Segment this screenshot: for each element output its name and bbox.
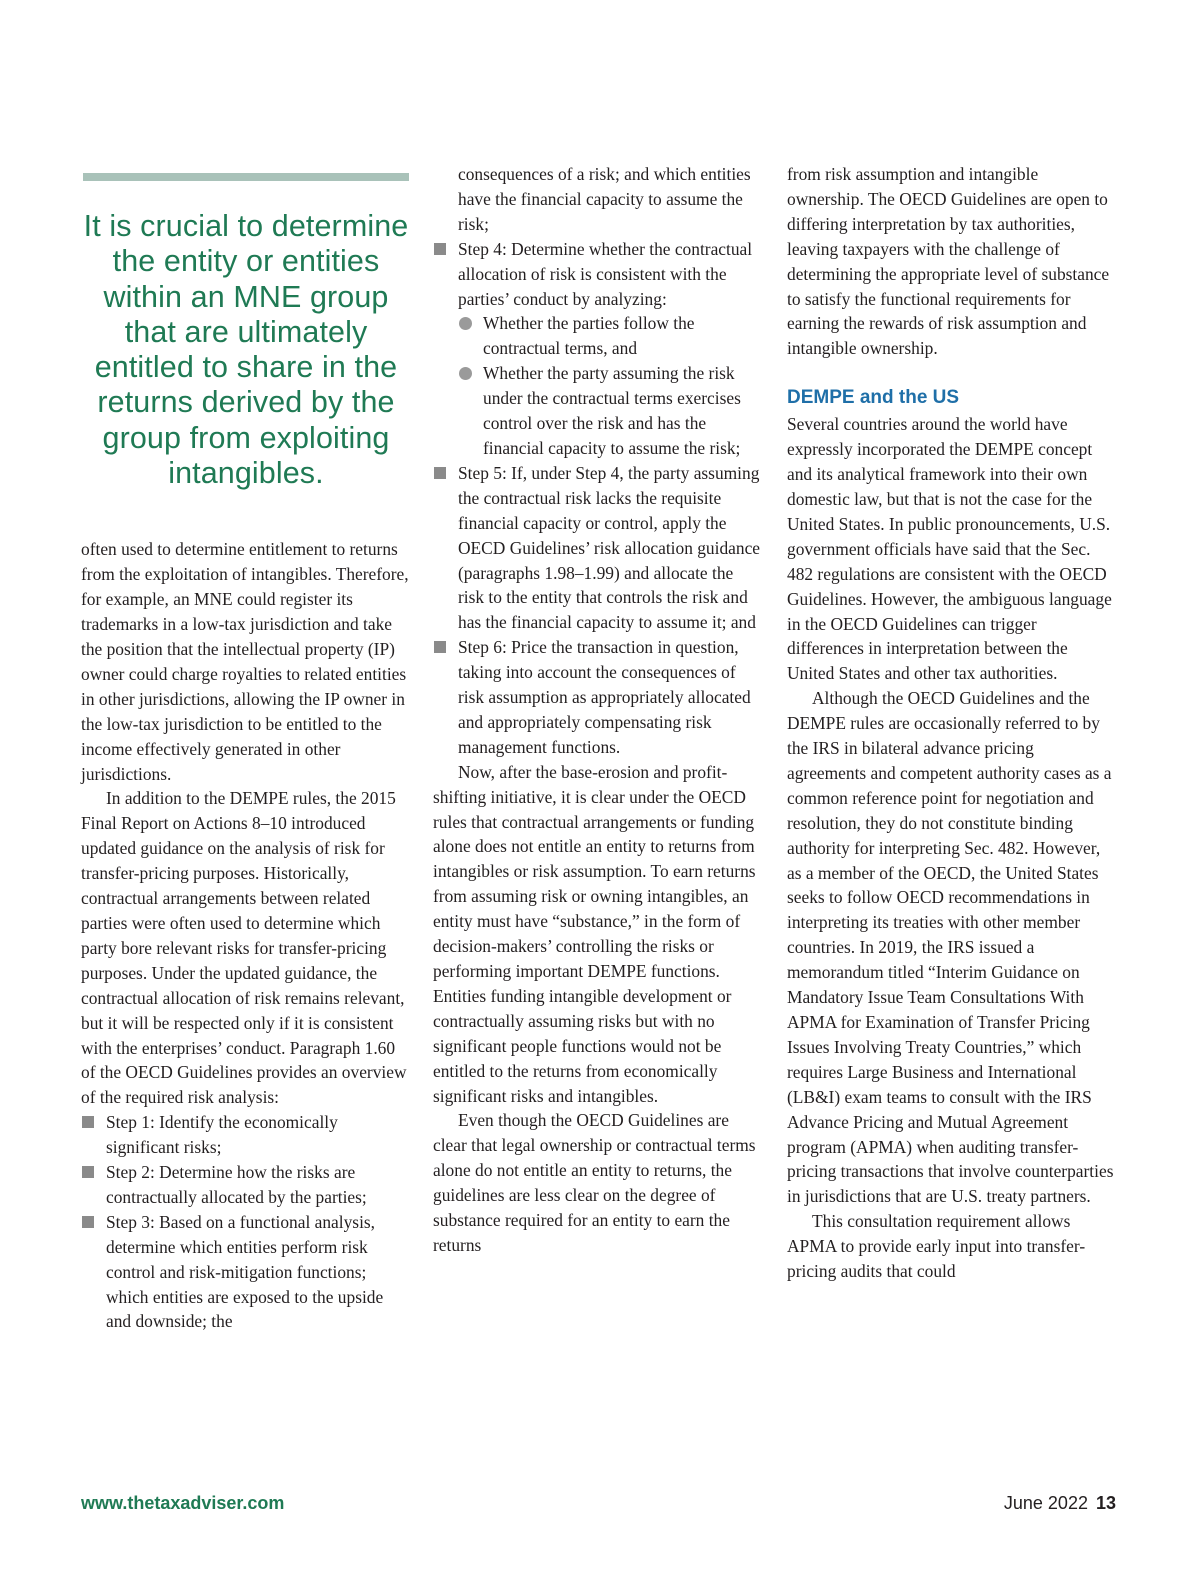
column-2: [433, 162, 763, 1258]
footer-date: June 2022: [1003, 1493, 1088, 1513]
square-bullet-icon: [82, 1116, 94, 1128]
square-bullet-icon: [82, 1216, 94, 1228]
column-1: [81, 162, 411, 1334]
list-item: Step 1: Identify the economically significant risks;: [81, 1110, 411, 1160]
sub-list-item: Whether the parties follow the contractual terms, and: [458, 311, 763, 361]
paragraph: This consultation requirement allows APMA to provide early input into transfer-pricing audits that could: [787, 1211, 1086, 1282]
footer-website: www.thetaxadviser.com: [81, 1493, 285, 1513]
paragraph: Even though the OECD Guidelines are clear that legal ownership or contractual terms alone do not entitle an entity to returns, the guidelines are less clear on the degree of substance required for an entity to earn the returns: [433, 1110, 756, 1255]
circle-bullet-icon: [459, 317, 472, 330]
risk-steps-list-continued: [433, 162, 763, 760]
list-item: Step 6: Price the transaction in question, taking into account the consequences of risk assumption as appropriately allocated and appropriately compensating risk management functions.: [433, 635, 763, 760]
column-3: [787, 162, 1117, 1284]
pull-quote-rule: [83, 173, 409, 181]
square-bullet-icon: [82, 1166, 94, 1178]
paragraph: Now, after the base-erosion and profit-shifting initiative, it is clear under the OECD rules that contractual arrangements or funding alone does not entitle an entity to returns from intangibles or risk assumption. To earn returns from assuming risk or owning intangibles, an entity must have “substance,” in the form of decision-makers’ controlling the risks or performing important DEMPE functions. Entities funding intangible development or contractually assuming risks but with no significant people functions would not be entitled to the returns from economically significant risks and intangibles.: [433, 761, 756, 1106]
square-bullet-icon: [434, 243, 446, 255]
paragraph: Several countries around the world have expressly incorporated the DEMPE concept and its analytical framework into their own domestic law, but that is not the case for the United States. In public pronouncements, U.S. government officials have said that the Sec. 482 regulations are consistent with the OECD Guidelines. However, the ambiguous language in the OECD Guidelines can trigger differences in interpretation between the United States and other tax authorities.: [787, 414, 1112, 684]
sub-list: [458, 311, 763, 460]
list-item: consequences of a risk; and which entities have the financial capacity to assume the risk;: [458, 164, 751, 234]
pull-quote: It is crucial to determine the entity or entities within an MNE group that are ultimately entitled to share in the returns derived by the group from exploiting intangibles.: [83, 209, 409, 491]
square-bullet-icon: [434, 641, 446, 653]
paragraph: Although the OECD Guidelines and the DEMPE rules are occasionally referred to by the IRS in bilateral advance pricing agreements and competent authority cases as a common reference point for negotiation and resolution, they do not constitute binding authority for interpreting Sec. 482. However, as a member of the OECD, the United States seeks to follow OECD recommendations in interpreting its treaties with other member countries. In 2019, the IRS issued a memorandum titled “Interim Guidance on Mandatory Issue Team Consultations With APMA for Examination of Transfer Pricing Issues Involving Treaty Countries,” which requires Large Business and International (LB&I) exam teams to consult with the IRS Advance Pricing and Mutual Agreement program (APMA) when auditing transfer-pricing transactions that involve counterparties in jurisdictions that are U.S. treaty partners.: [787, 688, 1114, 1207]
list-item: Step 3: Based on a functional analysis, determine which entities perform risk control and risk-mitigation functions; which entities are exposed to the upside and downside; the: [81, 1210, 411, 1335]
paragraph: In addition to the DEMPE rules, the 2015 Final Report on Actions 8–10 introduced updated guidance on the analysis of risk for transfer-pricing purposes. Historically, contractual arrangements between related parties were often used to determine which party bore relevant risks for transfer-pricing purposes. Under the updated guidance, the contractual allocation of risk remains relevant, but it will be respected only if it is consistent with the enterprises’ conduct. Paragraph 1.60 of the OECD Guidelines provides an overview of the required risk analysis:: [81, 788, 407, 1108]
footer-page-info: [1004, 1493, 1116, 1514]
paragraph: from risk assumption and intangible ownership. The OECD Guidelines are open to differing interpretation by tax authorities, leaving taxpayers with the challenge of determining the appropriate level of substance to satisfy the functional requirements for earning the rewards of risk assumption and intangible ownership.: [787, 164, 1110, 359]
section-heading: DEMPE and the US: [787, 387, 960, 409]
sub-list-item: Whether the party assuming the risk under the contractual terms exercises control over the risk and has the financial capacity to assume the risk;: [458, 361, 763, 461]
page-number: 13: [1095, 1493, 1116, 1513]
list-item: Step 4: Determine whether the contractual allocation of risk is consistent with the parties’ conduct by analyzing: Whether the parties follow the contractual terms, and Whether the party assuming the risk under the contractual terms exercises control over the risk and has the financial capacity to assume the risk;: [433, 237, 763, 461]
list-item: Step 2: Determine how the risks are contractually allocated by the parties;: [81, 1160, 411, 1210]
paragraph: often used to determine entitlement to returns from the exploitation of intangibles. Therefore, for example, an MNE could register its trademarks in a low-tax jurisdiction and take the position that the intellectual property (IP) owner could charge royalties to related entities in other jurisdictions, allowing the IP owner in the low-tax jurisdiction to be entitled to the income effectively generated in other jurisdictions.: [81, 539, 409, 784]
list-item: Step 5: If, under Step 4, the party assuming the contractual risk lacks the requisite financial capacity or control, apply the OECD Guidelines’ risk allocation guidance (paragraphs 1.98–1.99) and allocate the risk to the entity that controls the risk and has the financial capacity to assume it; and: [433, 461, 763, 635]
square-bullet-icon: [434, 467, 446, 479]
circle-bullet-icon: [459, 367, 472, 380]
risk-steps-list: [81, 1110, 411, 1334]
